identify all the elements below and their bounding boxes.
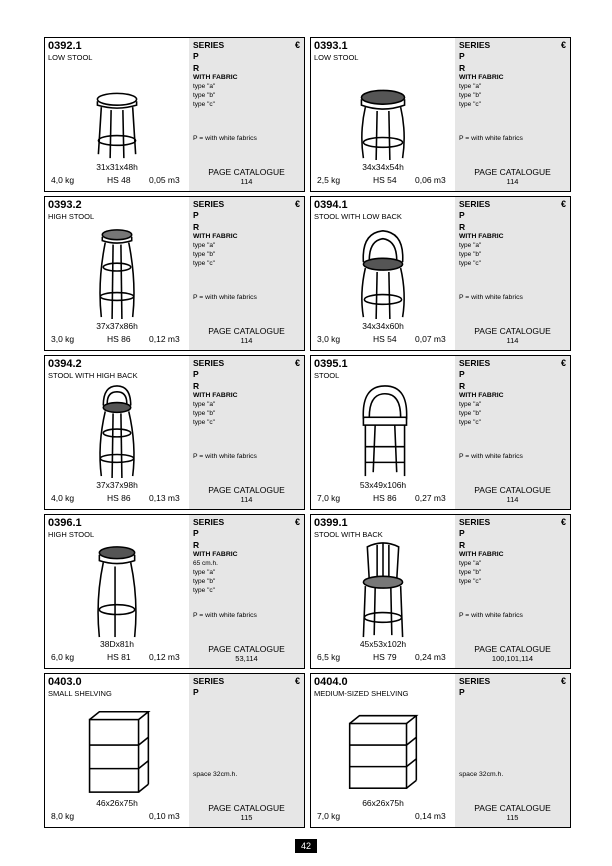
- fabric-type: type "b": [459, 251, 482, 258]
- euro-icon: €: [560, 199, 566, 209]
- fabric-type: type "c": [193, 419, 215, 426]
- product-weight: 3,0 kg: [51, 334, 75, 344]
- fabric-types: [193, 559, 218, 595]
- series-p: P: [193, 210, 199, 220]
- euro-icon: €: [294, 517, 300, 527]
- medium-shelving-icon: [347, 700, 419, 798]
- page-catalogue-label: PAGE CATALOGUE: [208, 167, 285, 177]
- series-panel: [455, 197, 570, 350]
- series-note: P = with white fabrics: [459, 612, 523, 619]
- series-note: P = with white fabrics: [193, 294, 257, 301]
- fabric-type: type "a": [193, 569, 216, 576]
- product-code: 0394.1: [314, 199, 348, 211]
- fabric-type: type "a": [193, 242, 216, 249]
- page-catalogue-label: PAGE CATALOGUE: [474, 644, 551, 654]
- page-catalogue-label: PAGE CATALOGUE: [208, 803, 285, 813]
- product-card-0394.1: [310, 196, 571, 351]
- product-card-0394.2: [44, 355, 305, 510]
- with-fabric-label: WITH FABRIC: [193, 74, 238, 81]
- product-code: 0403.0: [48, 676, 82, 688]
- product-code: 0393.2: [48, 199, 82, 211]
- product-dimensions: 45x53x102h: [359, 639, 407, 649]
- series-note: P = with white fabrics: [193, 135, 257, 142]
- series-p: P: [193, 528, 199, 538]
- page-catalogue-pages: 114: [506, 495, 519, 504]
- product-card-0393.1: [310, 37, 571, 192]
- with-fabric-label: WITH FABRIC: [459, 233, 504, 240]
- series-p: P: [193, 369, 199, 379]
- series-note: P = with white fabrics: [459, 294, 523, 301]
- high-back-stool-icon: [81, 382, 153, 480]
- fabric-type: type "c": [193, 587, 215, 594]
- series-r: R: [193, 540, 200, 550]
- product-code: 0392.1: [48, 40, 82, 52]
- high-stool-icon: [81, 223, 153, 321]
- product-dimensions: 34x34x54h: [362, 162, 404, 172]
- series-r: R: [459, 222, 466, 232]
- euro-icon: €: [294, 40, 300, 50]
- product-card-0399.1: [310, 514, 571, 669]
- product-weight: 8,0 kg: [51, 811, 75, 821]
- series-panel: [455, 356, 570, 509]
- page-catalogue-label: PAGE CATALOGUE: [474, 167, 551, 177]
- euro-icon: €: [294, 676, 300, 686]
- product-dimensions: 37x37x86h: [96, 321, 138, 331]
- product-info: [45, 356, 189, 509]
- product-volume: 0,12 m3: [149, 334, 180, 344]
- series-label: SERIES: [459, 358, 491, 368]
- low-stool-icon: [81, 64, 153, 162]
- with-fabric-label: WITH FABRIC: [193, 233, 238, 240]
- euro-icon: €: [560, 40, 566, 50]
- product-info: [45, 674, 189, 827]
- page-number: 42: [295, 839, 317, 853]
- fabric-type: type "a": [459, 401, 482, 408]
- page-catalogue-pages: 114: [240, 177, 253, 186]
- page-catalogue-pages: 115: [240, 813, 253, 822]
- series-label: SERIES: [193, 358, 225, 368]
- product-info: [311, 38, 455, 191]
- product-dimensions: 37x37x98h: [96, 480, 138, 490]
- fabric-type: type "c": [459, 101, 481, 108]
- fabric-type: type "c": [193, 260, 215, 267]
- fabric-type: type "a": [459, 242, 482, 249]
- series-panel: [189, 674, 304, 827]
- page-catalogue-label: PAGE CATALOGUE: [208, 485, 285, 495]
- series-note: P = with white fabrics: [193, 612, 257, 619]
- page-catalogue-pages: 115: [506, 813, 519, 822]
- fabric-type: type "a": [459, 83, 482, 90]
- product-volume: 0,14 m3: [415, 811, 446, 821]
- product-info: [45, 515, 189, 668]
- product-name: LOW STOOL: [48, 53, 93, 62]
- fabric-type: type "a": [193, 401, 216, 408]
- low-stool-dark-icon: [347, 64, 419, 162]
- product-name: STOOL WITH LOW BACK: [314, 212, 402, 221]
- page-catalogue-label: PAGE CATALOGUE: [474, 803, 551, 813]
- series-panel: [189, 515, 304, 668]
- series-label: SERIES: [459, 199, 491, 209]
- page-catalogue-pages: 114: [506, 336, 519, 345]
- with-fabric-label: WITH FABRIC: [193, 551, 238, 558]
- fabric-type: type "b": [459, 410, 482, 417]
- product-weight: 4,0 kg: [51, 175, 75, 185]
- page-catalogue-label: PAGE CATALOGUE: [474, 485, 551, 495]
- series-p: P: [459, 528, 465, 538]
- product-hs: HS 79: [373, 652, 397, 662]
- fabric-type: type "b": [193, 251, 216, 258]
- product-hs: HS 86: [373, 493, 397, 503]
- series-panel: [189, 197, 304, 350]
- euro-icon: €: [294, 199, 300, 209]
- product-volume: 0,13 m3: [149, 493, 180, 503]
- series-label: SERIES: [459, 40, 491, 50]
- fabric-types: [459, 559, 481, 586]
- page-catalogue-label: PAGE CATALOGUE: [474, 326, 551, 336]
- series-panel: [455, 674, 570, 827]
- series-label: SERIES: [193, 517, 225, 527]
- product-name: SMALL SHELVING: [48, 689, 112, 698]
- product-weight: 3,0 kg: [317, 334, 341, 344]
- fabric-type: type "c": [459, 419, 481, 426]
- page-catalogue-pages: 114: [506, 177, 519, 186]
- series-p: P: [459, 369, 465, 379]
- series-r: R: [193, 381, 200, 391]
- product-volume: 0,12 m3: [149, 652, 180, 662]
- page-catalogue-pages: 53,114: [235, 654, 258, 663]
- series-r: R: [193, 222, 200, 232]
- fabric-type: type "a": [193, 83, 216, 90]
- series-panel: [189, 356, 304, 509]
- product-weight: 2,5 kg: [317, 175, 341, 185]
- product-hs: HS 54: [373, 175, 397, 185]
- fabric-types: [193, 82, 215, 109]
- fabric-types: [193, 241, 215, 268]
- series-panel: [455, 515, 570, 668]
- series-panel: [189, 38, 304, 191]
- product-code: 0395.1: [314, 358, 348, 370]
- product-dimensions: 46x26x75h: [96, 798, 138, 808]
- page-catalogue-pages: 114: [240, 336, 253, 345]
- product-info: [311, 674, 455, 827]
- product-volume: 0,10 m3: [149, 811, 180, 821]
- fabric-type: type "b": [459, 92, 482, 99]
- product-name: STOOL WITH HIGH BACK: [48, 371, 138, 380]
- product-weight: 7,0 kg: [317, 811, 341, 821]
- product-code: 0399.1: [314, 517, 348, 529]
- euro-icon: €: [560, 358, 566, 368]
- page-catalogue-label: PAGE CATALOGUE: [208, 644, 285, 654]
- fabric-type: type "c": [459, 578, 481, 585]
- product-hs: HS 48: [107, 175, 131, 185]
- series-p: P: [193, 51, 199, 61]
- product-code: 0396.1: [48, 517, 82, 529]
- series-label: SERIES: [459, 676, 491, 686]
- fabric-type: type "b": [193, 410, 216, 417]
- series-p: P: [459, 687, 465, 697]
- fabric-type: 65 cm.h.: [193, 560, 218, 567]
- round-high-stool-icon: [81, 541, 153, 639]
- small-shelving-icon: [81, 700, 153, 798]
- product-weight: 7,0 kg: [317, 493, 341, 503]
- fabric-types: [193, 400, 215, 427]
- euro-icon: €: [560, 676, 566, 686]
- series-label: SERIES: [193, 676, 225, 686]
- series-label: SERIES: [459, 517, 491, 527]
- product-card-0404.0: [310, 673, 571, 828]
- with-fabric-label: WITH FABRIC: [459, 392, 504, 399]
- fabric-type: type "c": [193, 101, 215, 108]
- product-card-0392.1: [44, 37, 305, 192]
- product-dimensions: 34x34x60h: [362, 321, 404, 331]
- product-volume: 0,24 m3: [415, 652, 446, 662]
- with-fabric-label: WITH FABRIC: [193, 392, 238, 399]
- fabric-type: type "a": [459, 560, 482, 567]
- product-card-0393.2: [44, 196, 305, 351]
- series-note: P = with white fabrics: [459, 135, 523, 142]
- euro-icon: €: [294, 358, 300, 368]
- product-info: [311, 356, 455, 509]
- series-note: P = with white fabrics: [193, 453, 257, 460]
- product-hs: HS 86: [107, 493, 131, 503]
- with-fabric-label: WITH FABRIC: [459, 74, 504, 81]
- series-p: P: [459, 51, 465, 61]
- product-name: STOOL: [314, 371, 340, 380]
- product-volume: 0,07 m3: [415, 334, 446, 344]
- with-fabric-label: WITH FABRIC: [459, 551, 504, 558]
- product-weight: 6,0 kg: [51, 652, 75, 662]
- fabric-types: [459, 241, 481, 268]
- fan-back-stool-icon: [347, 541, 419, 639]
- fabric-type: type "b": [459, 569, 482, 576]
- product-weight: 4,0 kg: [51, 493, 75, 503]
- series-r: R: [459, 381, 466, 391]
- product-info: [45, 197, 189, 350]
- euro-icon: €: [560, 517, 566, 527]
- series-label: SERIES: [193, 40, 225, 50]
- series-panel: [455, 38, 570, 191]
- product-dimensions: 38Dx81h: [99, 639, 135, 649]
- product-hs: HS 81: [107, 652, 131, 662]
- series-r: R: [459, 63, 466, 73]
- fabric-type: type "b": [193, 578, 216, 585]
- product-card-0396.1: [44, 514, 305, 669]
- series-note: space 32cm.h.: [193, 771, 238, 778]
- product-info: [311, 515, 455, 668]
- product-hs: HS 54: [373, 334, 397, 344]
- product-info: [311, 197, 455, 350]
- fabric-type: type "b": [193, 92, 216, 99]
- product-card-0403.0: [44, 673, 305, 828]
- fabric-type: type "c": [459, 260, 481, 267]
- fabric-types: [459, 400, 481, 427]
- page-catalogue-pages: 100,101,114: [491, 654, 534, 663]
- product-name: STOOL WITH BACK: [314, 530, 383, 539]
- product-volume: 0,27 m3: [415, 493, 446, 503]
- product-name: MEDIUM-SIZED SHELVING: [314, 689, 409, 698]
- product-card-0395.1: [310, 355, 571, 510]
- series-label: SERIES: [193, 199, 225, 209]
- product-name: LOW STOOL: [314, 53, 359, 62]
- product-name: HIGH STOOL: [48, 212, 95, 221]
- product-code: 0393.1: [314, 40, 348, 52]
- product-code: 0404.0: [314, 676, 348, 688]
- product-name: HIGH STOOL: [48, 530, 95, 539]
- page-catalogue-label: PAGE CATALOGUE: [208, 326, 285, 336]
- fabric-types: [459, 82, 481, 109]
- series-r: R: [193, 63, 200, 73]
- product-volume: 0,05 m3: [149, 175, 180, 185]
- series-p: P: [459, 210, 465, 220]
- bar-stool-icon: [347, 382, 419, 480]
- series-p: P: [193, 687, 199, 697]
- product-volume: 0,06 m3: [415, 175, 446, 185]
- series-note: P = with white fabrics: [459, 453, 523, 460]
- page-catalogue-pages: 114: [240, 495, 253, 504]
- series-note: space 32cm.h.: [459, 771, 504, 778]
- product-weight: 6,5 kg: [317, 652, 341, 662]
- product-dimensions: 53x49x106h: [359, 480, 407, 490]
- product-info: [45, 38, 189, 191]
- product-code: 0394.2: [48, 358, 82, 370]
- product-dimensions: 31x31x48h: [96, 162, 138, 172]
- product-hs: HS 86: [107, 334, 131, 344]
- product-dimensions: 66x26x75h: [362, 798, 404, 808]
- series-r: R: [459, 540, 466, 550]
- low-back-stool-icon: [347, 223, 419, 321]
